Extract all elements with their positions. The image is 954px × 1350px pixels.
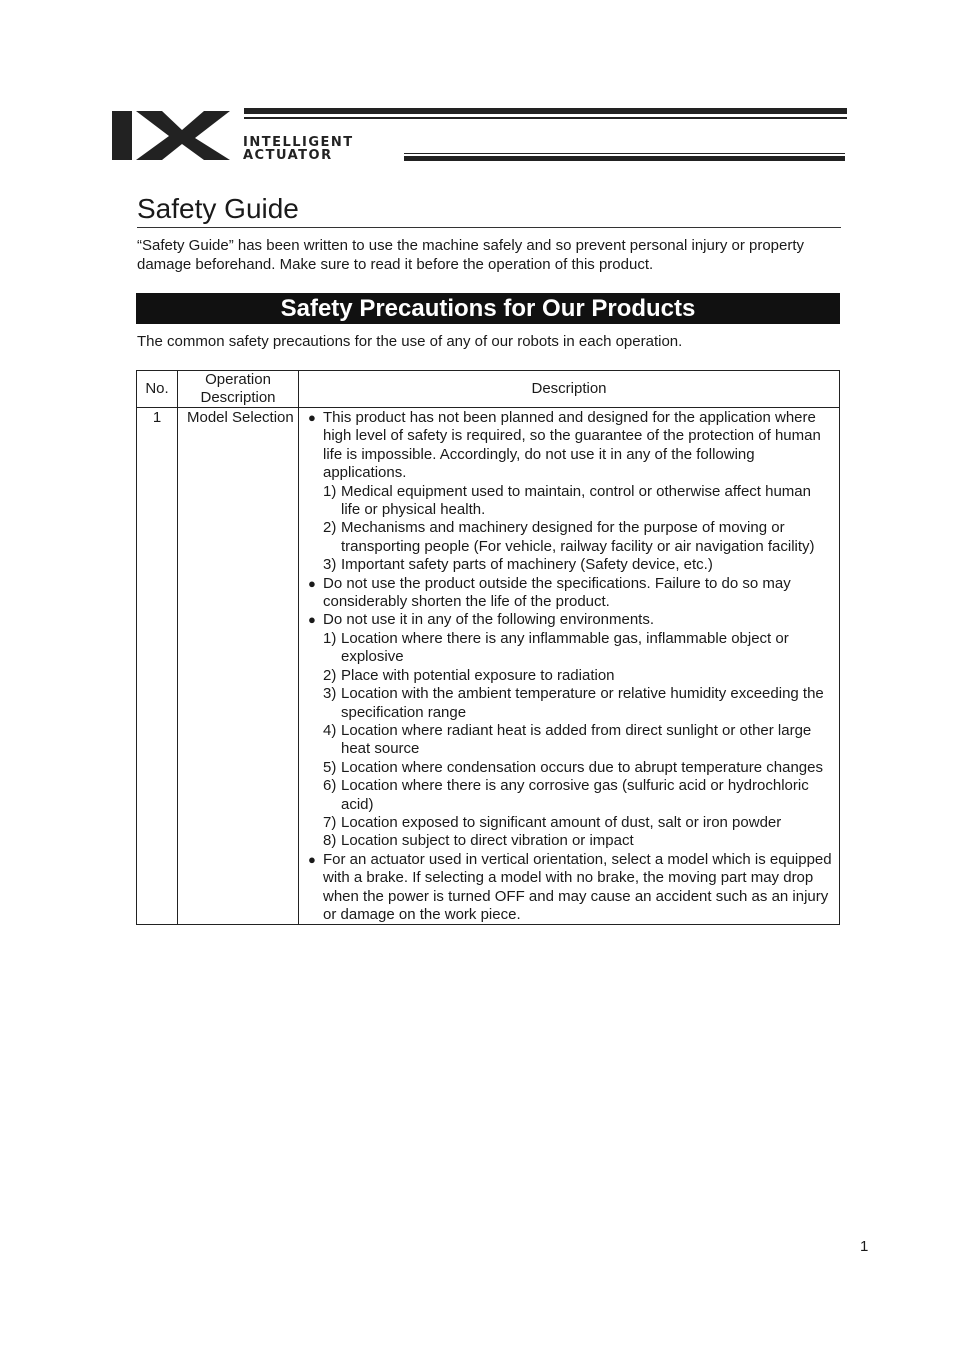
bullet-item: [308, 611, 833, 629]
table-row: [137, 408, 840, 925]
sub-item-number: 3): [323, 556, 337, 574]
table-header-row: [137, 371, 840, 408]
sub-item-text: Medical equipment used to maintain, control or otherwise affect human life or physical health.: [341, 482, 811, 519]
sub-item-number: 6): [323, 777, 337, 795]
sub-item: [308, 556, 833, 574]
row-number: 1: [137, 408, 178, 925]
row-operation: Model Selection: [178, 408, 299, 925]
bullet-text: This product has not been planned and designed for the application where high level of safety is required, so the guarantee of the protection of human life is impossible. Accordingly, do not use it in any of the following applications.: [323, 409, 821, 482]
sub-item-text: Place with potential exposure to radiation: [341, 666, 615, 684]
bullet-icon: ●: [308, 612, 316, 628]
bullet-item: [308, 575, 833, 612]
intro-paragraph: “Safety Guide” has been written to use the machine safely and so prevent personal injury or property damage beforehand. Make sure to read it before the operation of this product.: [137, 237, 805, 273]
bullet-text: For an actuator used in vertical orientation, select a model which is equipped with a brake. If selecting a model with no brake, the moving part may drop when the power is turned OFF and may cause an accident such as an injury or damage on the work piece.: [323, 850, 832, 923]
row-description: [299, 408, 840, 925]
common-precautions-text: The common safety precautions for the use of any of our robots in each operation.: [137, 333, 683, 350]
sub-item-number: 3): [323, 685, 337, 703]
sub-item-number: 5): [323, 758, 337, 776]
sub-item-number: 2): [323, 666, 337, 684]
sub-item-number: 8): [323, 832, 337, 850]
sub-item: [308, 685, 833, 722]
brand-name: [243, 136, 443, 162]
brand-line-1: INTELLIGENT: [243, 135, 354, 150]
sub-item-text: Location with the ambient temperature or relative humidity exceeding the specification range: [341, 685, 824, 721]
bullet-item: [308, 851, 833, 925]
precautions-table: [136, 370, 840, 925]
bullet-text: Do not use the product outside the specifications. Failure to do so may considerably shorten the life of the product.: [323, 574, 791, 611]
sub-item: [308, 667, 833, 685]
sub-item-text: Location where there is any corrosive gas (sulfuric acid or hydrochloric acid): [341, 777, 809, 813]
sub-item: [308, 814, 833, 832]
bullet-item: [308, 409, 833, 483]
sub-item-text: Location where there is any inflammable gas, inflammable object or explosive: [341, 629, 789, 666]
sub-item-text: Important safety parts of machinery (Safety device, etc.): [341, 556, 713, 574]
sub-item: [308, 630, 833, 667]
sub-item-text: Location exposed to significant amount of dust, salt or iron powder: [341, 813, 782, 831]
bullet-icon: ●: [308, 575, 316, 591]
sub-item-number: 1): [323, 482, 337, 500]
page-title: Safety Guide: [137, 191, 841, 228]
sub-item-number: 7): [323, 813, 337, 831]
company-logo: [112, 108, 847, 166]
brand-line-2: ACTUATOR: [243, 148, 333, 163]
sub-item-number: 4): [323, 721, 337, 739]
bullet-icon: ●: [308, 851, 316, 867]
bullet-icon: ●: [308, 410, 316, 425]
page-number: 1: [860, 1238, 869, 1255]
ix-logo-mark: [112, 108, 242, 162]
sub-item-text: Location where condensation occurs due to abrupt temperature changes: [341, 758, 823, 776]
sub-item: [308, 759, 833, 777]
section-banner: Safety Precautions for Our Products: [136, 293, 840, 324]
header-operation: Operation Description: [178, 371, 299, 408]
sub-item: [308, 832, 833, 850]
sub-item-text: Location subject to direct vibration or impact: [341, 832, 634, 850]
bullet-text: Do not use it in any of the following environments.: [323, 611, 655, 629]
sub-item: [308, 483, 833, 520]
sub-item: [308, 777, 833, 814]
sub-item-text: Mechanisms and machinery designed for the purpose of moving or transporting people (For vehicle, railway facility or air navigation facility): [341, 519, 815, 555]
sub-item-number: 1): [323, 629, 337, 647]
sub-item: [308, 722, 833, 759]
sub-item: [308, 519, 833, 556]
sub-item-number: 2): [323, 519, 337, 537]
header-description: Description: [299, 371, 840, 408]
header-no: No.: [137, 371, 178, 408]
sub-item-text: Location where radiant heat is added from direct sunlight or other large heat source: [341, 721, 812, 758]
